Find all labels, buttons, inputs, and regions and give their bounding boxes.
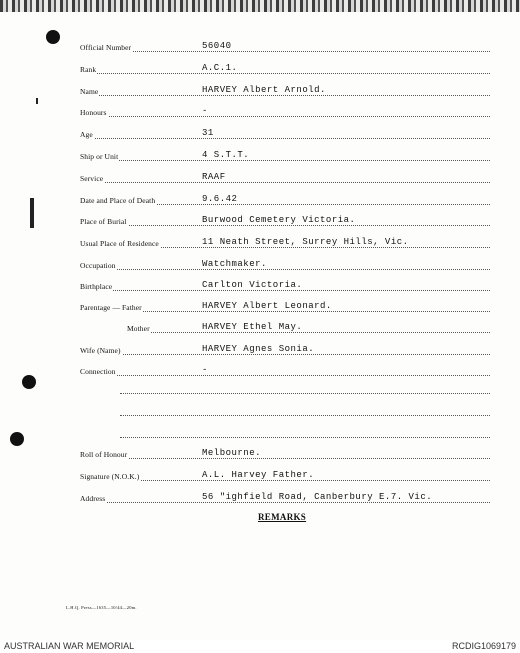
field-parentage-mother [80, 321, 490, 335]
field-value: Melbourne. [202, 448, 262, 458]
field-usual-residence [80, 236, 490, 250]
field-label: Occupation [80, 261, 116, 270]
scan-edge [0, 0, 520, 12]
connection-continuation-line [120, 436, 490, 438]
field-ship-or-unit [80, 149, 490, 163]
field-service [80, 171, 490, 185]
connection-continuation-line [120, 414, 490, 416]
printer-imprint: L.H.Q. Press—1635—10/44—20m. [66, 605, 137, 610]
field-value: 56 "ighfield Road, Canberbury E.7. Vic. [202, 492, 433, 502]
field-value: 56040 [202, 41, 232, 51]
field-label: Honours [80, 108, 107, 117]
field-occupation [80, 258, 490, 272]
field-honours [80, 105, 490, 119]
punch-hole [46, 30, 60, 44]
field-birthplace [80, 279, 490, 293]
field-value: HARVEY Albert Arnold. [202, 85, 326, 95]
punch-hole [10, 432, 24, 446]
field-roll-of-honour [80, 447, 490, 461]
field-label: Usual Place of Residence [80, 239, 159, 248]
field-value: A.C.1. [202, 63, 238, 73]
field-label: Mother [127, 324, 150, 333]
field-value: Carlton Victoria. [202, 280, 303, 290]
field-wife-name [80, 343, 490, 357]
field-value: 4 S.T.T. [202, 150, 250, 160]
field-value: HARVEY Albert Leonard. [202, 301, 332, 311]
field-name [80, 84, 490, 98]
field-value: HARVEY Agnes Sonia. [202, 344, 315, 354]
record-id: RCDIG1069179 [451, 641, 516, 651]
field-connection [80, 364, 490, 378]
field-label: Parentage — Father [80, 303, 142, 312]
margin-mark [36, 98, 38, 104]
field-signature-nok [80, 469, 490, 483]
field-label: Ship or Unit [80, 152, 119, 161]
field-value: 31 [202, 128, 214, 138]
connection-continuation-line [120, 392, 490, 394]
field-value: A.L. Harvey Father. [202, 470, 315, 480]
field-age [80, 127, 490, 141]
field-label: Service [80, 174, 104, 183]
punch-hole [22, 375, 36, 389]
field-label: Official Number [80, 43, 132, 52]
field-label: Roll of Honour [80, 450, 128, 459]
field-place-of-burial [80, 214, 490, 228]
field-value: - [202, 106, 208, 116]
field-label: Connection [80, 367, 116, 376]
field-value: HARVEY Ethel May. [202, 322, 303, 332]
field-parentage-father [80, 300, 490, 314]
field-label: Birthplace [80, 282, 113, 291]
margin-mark [30, 198, 34, 228]
field-address [80, 491, 490, 505]
field-label: Name [80, 87, 99, 96]
field-label: Age [80, 130, 93, 139]
field-value: 11 Neath Street, Surrey Hills, Vic. [202, 237, 409, 247]
field-label: Place of Burial [80, 217, 127, 226]
field-label: Date and Place of Death [80, 196, 156, 205]
field-label: Signature (N.O.K.) [80, 472, 140, 481]
field-official-number [80, 40, 490, 54]
field-value: 9.6.42 [202, 194, 238, 204]
field-value: Watchmaker. [202, 259, 267, 269]
field-value: RAAF [202, 172, 226, 182]
field-label: Wife (Name) [80, 346, 121, 355]
field-date-place-of-death [80, 193, 490, 207]
field-value: - [202, 365, 208, 375]
field-label: Rank [80, 65, 97, 74]
archive-name: AUSTRALIAN WAR MEMORIAL [4, 641, 135, 651]
field-rank [80, 62, 490, 76]
archive-footer [0, 640, 520, 653]
remarks-heading: REMARKS [258, 512, 307, 522]
field-value: Burwood Cemetery Victoria. [202, 215, 356, 225]
field-label: Address [80, 494, 106, 503]
